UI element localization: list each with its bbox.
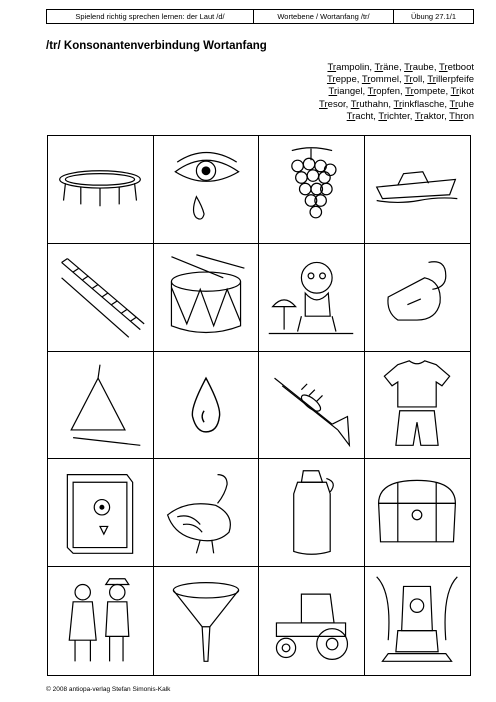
drop-picture <box>154 352 260 460</box>
costume-couple-picture <box>48 567 154 675</box>
word-line: Treppe, Trommel, Troll, Trillerpfeife <box>326 74 474 86</box>
bottle-picture <box>259 459 365 567</box>
word-line: Tresor, Truthahn, Trinkflasche, Truhe <box>319 98 474 110</box>
grapes-picture <box>259 136 365 244</box>
teardrop-eye-picture <box>154 136 260 244</box>
turkey-picture <box>154 459 260 567</box>
tractor-picture <box>259 567 365 675</box>
stairs-picture <box>48 244 154 352</box>
word: Trompete <box>405 86 446 98</box>
header-topic: Wortebene / Wortanfang /tr/ <box>254 10 394 23</box>
chest-picture <box>365 459 471 567</box>
pedal-boat-picture <box>365 136 471 244</box>
word: Traube <box>404 62 434 73</box>
whistle-picture <box>365 244 471 352</box>
word: Trillerpfeife <box>427 74 474 86</box>
word: Tresor <box>319 98 346 110</box>
trampoline-picture <box>48 136 154 244</box>
word-list <box>244 62 474 123</box>
copyright-notice: © 2008 antiopa-verlag Stefan Simonis-Kalk <box>46 686 171 693</box>
drum-picture <box>154 244 260 352</box>
word: Tracht <box>346 110 374 122</box>
word: Träne <box>374 62 399 73</box>
picture-grid <box>47 135 471 676</box>
word-line: Tracht, Trichter, Traktor, Thron <box>346 110 474 122</box>
jersey-picture <box>365 352 471 460</box>
word-line: Trampolin, Träne, Traube, Tretboot <box>327 62 474 73</box>
word: Truhe <box>449 98 474 110</box>
word: Tropfen <box>367 86 401 98</box>
word: Trommel <box>361 74 399 86</box>
header-series: Spielend richtig sprechen lernen: der Laut /d/ <box>47 10 254 23</box>
worksheet-header <box>46 9 474 24</box>
word: Trichter <box>378 110 410 122</box>
troll-picture <box>259 244 365 352</box>
word: Treppe <box>326 74 357 86</box>
word: Trikot <box>450 86 474 98</box>
word: Trampolin <box>327 62 370 73</box>
throne-picture <box>365 567 471 675</box>
funnel-picture <box>154 567 260 675</box>
word: Triangel <box>328 86 363 98</box>
word: Tretboot <box>438 62 474 73</box>
word-line: Triangel, Tropfen, Trompete, Trikot <box>328 86 474 98</box>
word: Truthahn <box>350 98 389 110</box>
word: Thron <box>449 110 474 122</box>
header-exercise-number: Übung 27.1/1 <box>410 12 457 21</box>
word: Trinkflasche <box>393 98 445 110</box>
triangle-picture <box>48 352 154 460</box>
safe-picture <box>48 459 154 567</box>
word: Traktor <box>414 110 445 122</box>
page-title: /tr/ Konsonantenverbindung Wortanfang <box>46 40 267 52</box>
trumpet-picture <box>259 352 365 460</box>
word: Troll <box>404 74 423 86</box>
